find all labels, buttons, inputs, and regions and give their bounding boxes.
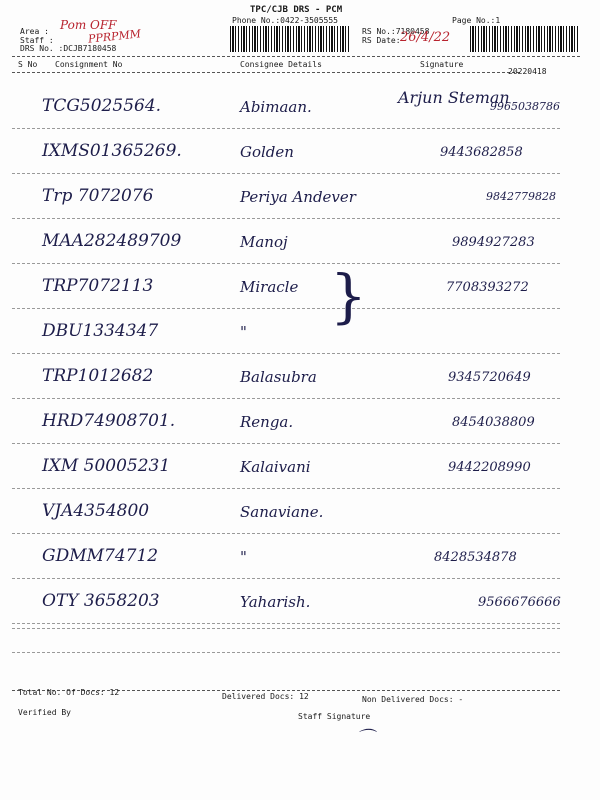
- row-divider: [12, 488, 560, 489]
- recipient-phone: 9442208990: [448, 460, 531, 475]
- consignment-number: MAA282489709: [42, 231, 182, 251]
- consignment-number: VJA4354800: [42, 501, 150, 521]
- recipient-phone: 9894927283: [452, 235, 535, 250]
- row-divider: [12, 578, 560, 579]
- staff-signature-scribble: ⌒: [356, 728, 374, 749]
- row-divider: [12, 308, 560, 309]
- recipient-phone: 9842779828: [486, 190, 556, 203]
- consignee-name: Abimaan.: [240, 98, 312, 116]
- row-divider: [12, 173, 560, 174]
- handwritten-date: 26/4/22: [400, 30, 451, 45]
- consignee-name: Golden: [240, 143, 294, 161]
- barcode-left: [230, 26, 350, 52]
- consignment-number: TRP1012682: [42, 366, 154, 386]
- consignee-name: Renga.: [240, 413, 294, 431]
- row-divider: [12, 398, 560, 399]
- recipient-signature: Arjun Steman: [398, 88, 510, 107]
- recipient-phone: 9566676666: [478, 595, 561, 610]
- empty-row-divider: [12, 628, 560, 629]
- col-consignee: Consignee Details: [240, 60, 322, 69]
- row-divider: [12, 533, 560, 534]
- consignee-name: Kalaivani: [240, 458, 311, 476]
- verified-by: Verified By: [18, 708, 71, 717]
- date-marker: 20220418: [508, 67, 547, 76]
- page-number: Page No.:1: [452, 16, 501, 25]
- recipient-phone: 9443682858: [440, 145, 523, 160]
- consignment-number: OTY 3658203: [42, 591, 160, 611]
- consignee-name: ": [240, 323, 247, 341]
- consignee-name: ": [240, 548, 247, 566]
- page-title: TPC/CJB DRS - PCM: [250, 5, 343, 15]
- col-sno: S No: [18, 60, 38, 69]
- consignment-number: IXM 50005231: [42, 456, 171, 476]
- drs-number: DRS No. :DCJB7180458: [20, 44, 117, 53]
- area-label: Area :: [20, 27, 49, 36]
- rs-number: RS No.:7180458: [362, 27, 430, 36]
- row-divider: [12, 218, 560, 219]
- recipient-phone: 7708393272: [446, 280, 529, 295]
- delivered-docs: Delivered Docs: 12: [222, 692, 309, 701]
- bracket-mark: }: [330, 262, 367, 330]
- recipient-phone: 8454038809: [452, 415, 535, 430]
- row-divider: [12, 353, 560, 354]
- recipient-phone: 9965038786: [490, 100, 560, 113]
- consignment-number: GDMM74712: [42, 546, 159, 566]
- barcode-right: [470, 26, 580, 52]
- empty-row-divider: [12, 652, 560, 653]
- recipient-phone: 8428534878: [434, 550, 517, 565]
- row-divider: [12, 623, 560, 624]
- total-docs: Total No. Of Docs: 12: [18, 688, 120, 697]
- consignment-number: Trp 7072076: [42, 186, 154, 206]
- consignee-name: Sanaviane.: [240, 503, 324, 521]
- row-divider: [12, 128, 560, 129]
- rs-date-label: RS Date:: [362, 36, 401, 45]
- non-delivered-docs: Non Delivered Docs: -: [362, 695, 464, 704]
- consignment-number: TRP7072113: [42, 276, 154, 296]
- consignee-name: Periya Andever: [240, 188, 356, 206]
- col-consignment: Consignment No: [55, 60, 123, 69]
- consignee-name: Manoj: [240, 233, 288, 251]
- row-divider: [12, 263, 560, 264]
- column-divider: [12, 72, 520, 73]
- consignee-name: Balasubra: [240, 368, 317, 386]
- consignee-name: Yaharish.: [240, 593, 311, 611]
- handwritten-staff: PPRPMM: [87, 27, 142, 46]
- handwritten-area: Pom OFF: [60, 18, 117, 32]
- staff-signature-label: Staff Signature: [298, 712, 371, 721]
- consignment-number: HRD74908701.: [42, 411, 176, 431]
- recipient-phone: 9345720649: [448, 370, 531, 385]
- consignment-number: IXMS01365269.: [42, 141, 182, 161]
- phone-number: Phone No.:0422-3505555: [232, 16, 338, 25]
- consignment-number: DBU1334347: [42, 321, 159, 341]
- col-signature: Signature: [420, 60, 464, 69]
- consignment-number: TCG5025564.: [42, 96, 162, 116]
- header-divider: [12, 56, 580, 57]
- row-divider: [12, 443, 560, 444]
- consignee-name: Miracle: [240, 278, 299, 296]
- staff-label: Staff :: [20, 36, 54, 45]
